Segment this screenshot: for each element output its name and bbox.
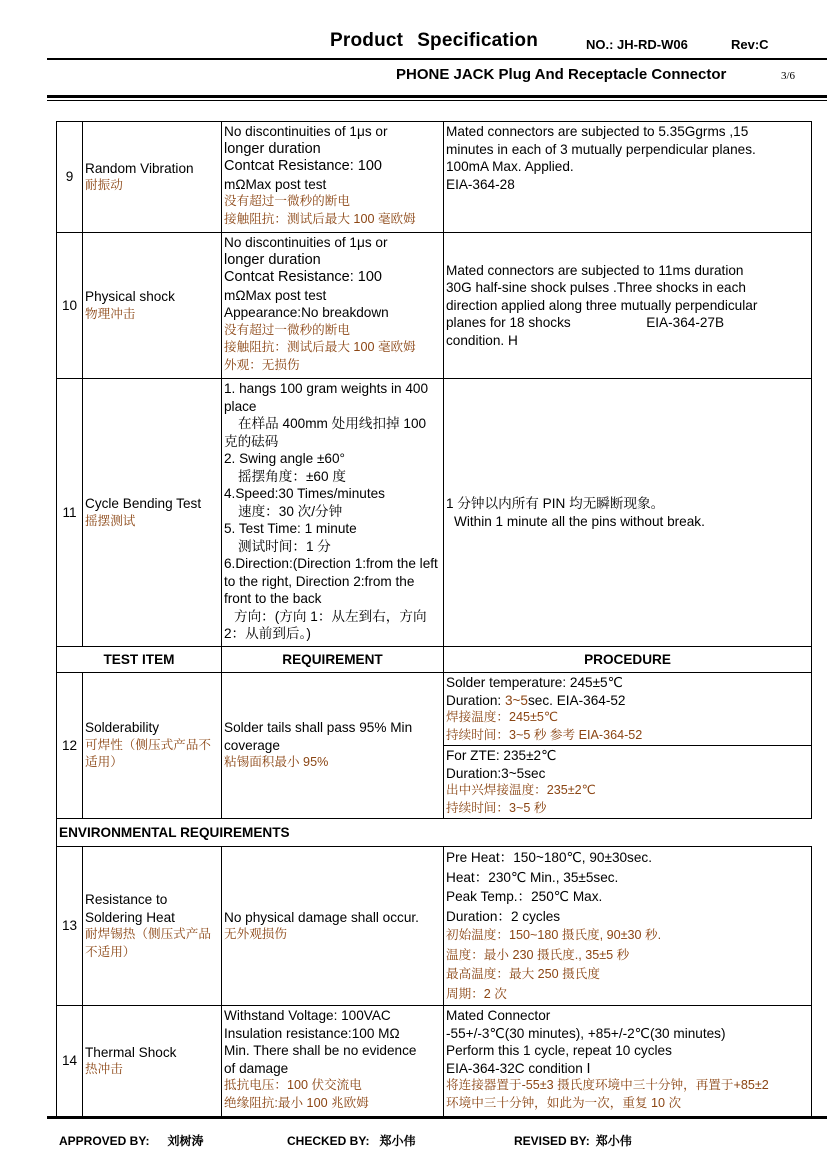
procedure-line-cn: 温度：最小 230 摄氏度., 35±5 秒: [446, 947, 630, 962]
approved-by: [59, 1132, 203, 1149]
test-item-name-cn: 摇摆测试: [85, 513, 136, 528]
requirement-line-cn: 绝缘阻抗:最小 100 兆欧姆: [224, 1095, 369, 1110]
procedure-line: Solder temperature: 245±5℃: [446, 675, 623, 690]
test-item-name: Solderability: [85, 720, 160, 736]
approved-label: APPROVED BY:: [59, 1134, 150, 1148]
procedure-line: EIA-364-32C condition Ⅰ: [446, 1060, 591, 1076]
procedure-line-cn: 焊接温度：245±5℃: [446, 710, 559, 724]
header-rule: [47, 58, 827, 60]
checked-label: CHECKED BY:: [287, 1134, 370, 1148]
procedure-line: Mated Connector: [446, 1008, 551, 1023]
title-word-product: Product: [330, 30, 404, 51]
procedure-line: -55+/-3℃(30 minutes), +85+/-2℃(30 minutes): [446, 1025, 726, 1041]
test-item-cell: [83, 379, 222, 647]
header-rule-thick: [47, 95, 827, 98]
test-item-name-cn: 热冲击: [85, 1062, 123, 1076]
requirement-line-cn: 接触阻抗：测试后最大 100 毫欧姆: [224, 340, 416, 354]
requirement-line-cn: 速度：30 次/分钟: [238, 503, 343, 519]
page-number: 3/6: [781, 70, 796, 82]
procedure-line: EIA-364-28: [446, 176, 515, 192]
procedure-line-cn: 初始温度：150~180 摄氏度, 90±30 秒.: [446, 928, 662, 942]
row-number: 12: [57, 673, 83, 819]
procedure-line: For ZTE: 235±2℃: [446, 748, 557, 763]
table-header-row: [57, 647, 812, 673]
requirement-cell: [222, 673, 444, 819]
procedure-line: minutes in each of 3 mutually perpendicular planes.: [446, 141, 756, 157]
requirement-cell: [222, 847, 444, 1006]
approved-name: 刘树涛: [167, 1134, 204, 1148]
document-subtitle: PHONE JACK Plug And Receptacle Connector: [396, 66, 727, 83]
row-number: 13: [57, 847, 83, 1006]
requirement-line: Solder tails shall pass 95% Min coverage: [224, 720, 413, 753]
table-row: [57, 233, 812, 379]
requirement-line: No discontinuities of 1μs or: [224, 124, 388, 139]
requirement-line: of damage: [224, 1060, 289, 1076]
revised-label: REVISED BY:: [514, 1134, 590, 1148]
requirement-line: Appearance:No breakdown: [224, 305, 389, 320]
duration-label: Duration:: [446, 692, 505, 708]
column-header-test-item: TEST ITEM: [57, 647, 222, 673]
procedure-cell: [444, 1006, 812, 1117]
table-row: [57, 122, 812, 233]
procedure-line-cn: 将连接器置于-55±3 摄氏度环境中三十分钟，再置于+85±2: [446, 1078, 769, 1092]
row-number: 10: [57, 233, 83, 379]
revised-by: [514, 1132, 632, 1149]
test-item-name: Thermal Shock: [85, 1044, 177, 1060]
test-item-cell: [83, 1006, 222, 1117]
procedure-line-cn: 持续时间：3~5 秒 参考 EIA-364-52: [446, 727, 643, 742]
duration-value: 3~5: [504, 692, 528, 708]
test-item-name: Random Vibration: [85, 160, 194, 176]
column-header-requirement: REQUIREMENT: [222, 647, 444, 673]
requirement-line: Min. There shall be no evidence: [224, 1043, 417, 1058]
requirement-cell: [222, 233, 444, 379]
procedure-line: Mated connectors are subjected to 5.35Ggrms ,15: [446, 124, 749, 139]
test-item-name-cn: 物理冲击: [85, 306, 136, 321]
procedure-line: Duration:3~5sec: [446, 765, 546, 781]
requirement-line: 6.Direction:(Direction 1:from the left to the right, Direction 2:from the front to the back: [224, 556, 438, 606]
test-item-name-cn: 耐焊锡热（侧压式产品不适用）: [85, 927, 211, 959]
procedure-line-cn: 持续时间：3~5 秒: [446, 800, 547, 815]
requirement-cell: [222, 1006, 444, 1117]
requirement-line-cn: 无外观损伤: [224, 927, 287, 941]
procedure-line: planes for 18 shocks EIA-364-27B: [446, 315, 725, 331]
requirement-line: mΩMax post test: [224, 176, 327, 192]
row-number: 11: [57, 379, 83, 647]
requirement-line: longer duration: [224, 140, 321, 157]
row-number: 14: [57, 1006, 83, 1117]
header-rule-thin: [47, 100, 827, 101]
procedure-line-cn: 1 分钟以内所有 PIN 均无瞬断现象。: [446, 496, 665, 511]
procedure-line: Perform this 1 cycle, repeat 10 cycles: [446, 1043, 672, 1058]
requirement-line-cn: 测试时间：1 分: [238, 538, 331, 554]
row-number: 9: [57, 122, 83, 233]
requirement-line: No physical damage shall occur.: [224, 909, 419, 925]
requirement-line: 5. Test Time: 1 minute: [224, 521, 357, 536]
section-title: ENVIRONMENTAL REQUIREMENTS: [57, 819, 812, 847]
requirement-line-cn: 外观：无损伤: [224, 357, 300, 372]
table-row: [57, 1006, 812, 1117]
test-item-name: Physical shock: [85, 289, 175, 304]
procedure-line: Pre Heat：150~180℃, 90±30sec.: [446, 850, 652, 865]
column-header-procedure: PROCEDURE: [444, 647, 812, 673]
requirement-line-cn: 抵抗电压：100 伏交流电: [224, 1078, 362, 1092]
footer-rule: [47, 1116, 827, 1119]
revised-name: 郑小伟: [595, 1134, 632, 1148]
requirement-cell: [222, 122, 444, 233]
procedure-line: direction applied along three mutually perpendicular: [446, 297, 758, 313]
table-row: [57, 379, 812, 647]
procedure-line-cn: 出中兴焊接温度：235±2℃: [446, 783, 596, 797]
requirement-line: 2. Swing angle ±60°: [224, 451, 345, 466]
requirement-line-cn: 在样品 400mm 处用线扣掉 100 克的砝码: [224, 416, 427, 449]
procedure-cell: [444, 673, 812, 746]
requirement-line: 1. hangs 100 gram weights in 400 place: [224, 381, 429, 414]
title-word-specification: Specification: [417, 30, 539, 51]
checked-name: 郑小伟: [379, 1134, 416, 1148]
requirement-line-cn: 摇摆角度：±60 度: [238, 468, 346, 484]
procedure-line: 30G half-sine shock pulses .Three shocks in each: [446, 280, 746, 296]
spec-table: [56, 121, 812, 1117]
test-item-name-cn: 可焊性（侧压式产品不适用）: [85, 737, 211, 770]
procedure-line: Duration：2 cycles: [446, 908, 561, 924]
procedure-line: condition. H: [446, 332, 518, 348]
test-item-cell: [83, 233, 222, 379]
requirement-line-cn: 没有超过一微秒的断电: [224, 322, 350, 337]
test-item-cell: [83, 847, 222, 1006]
procedure-line: 100mA Max. Applied.: [446, 159, 574, 174]
procedure-cell: [444, 847, 812, 1006]
procedure-line-cn: 环境中三十分钟，如此为一次，重复 10 次: [446, 1095, 682, 1110]
requirement-line: Contcat Resistance: 100: [224, 269, 382, 285]
table-row: [57, 847, 812, 1006]
requirement-line: longer duration: [224, 251, 321, 268]
revision: Rev:C: [731, 37, 769, 52]
procedure-cell: [444, 122, 812, 233]
test-item-name: Cycle Bending Test: [85, 496, 202, 511]
requirement-line-cn: 粘锡面积最小 95%: [224, 755, 329, 770]
procedure-line: Peak Temp.：250℃ Max.: [446, 889, 603, 904]
test-item-name-cn: 耐振动: [85, 178, 123, 192]
procedure-cell: [444, 379, 812, 647]
procedure-line: Heat：230℃ Min., 35±5sec.: [446, 869, 619, 885]
requirement-cell: [222, 379, 444, 647]
duration-rest: sec. EIA-364-52: [528, 692, 626, 708]
procedure-line: Within 1 minute all the pins without break.: [454, 513, 705, 529]
test-item-cell: [83, 122, 222, 233]
procedure-line: Mated connectors are subjected to 11ms duration: [446, 262, 744, 278]
requirement-line: Withstand Voltage: 100VAC: [224, 1008, 391, 1023]
procedure-line-cn: 周期：2 次: [446, 986, 507, 1001]
requirement-line: Insulation resistance:100 MΩ: [224, 1025, 400, 1041]
requirement-line-cn: 接触阻抗：测试后最大 100 毫欧姆: [224, 211, 416, 226]
requirement-line: Contcat Resistance: 100: [224, 158, 382, 174]
document-title: [330, 30, 538, 52]
test-item-name: Resistance to Soldering Heat: [85, 892, 175, 925]
requirement-line: mΩMax post test: [224, 287, 327, 303]
procedure-line-cn: 最高温度：最大 250 摄氏度: [446, 967, 600, 981]
table-row: [57, 673, 812, 746]
requirement-line-cn: 没有超过一微秒的断电: [224, 194, 350, 208]
requirement-line-cn: 方向：(方向 1：从左到右，方向 2：从前到后。): [224, 608, 427, 641]
test-item-cell: [83, 673, 222, 819]
checked-by: [287, 1132, 415, 1149]
procedure-line: [446, 692, 809, 710]
section-header-row: [57, 819, 812, 847]
document-number: NO.: JH-RD-W06: [586, 37, 688, 52]
requirement-line: 4.Speed:30 Times/minutes: [224, 486, 385, 501]
procedure-cell: [444, 746, 812, 819]
procedure-cell: [444, 233, 812, 379]
requirement-line: No discontinuities of 1μs or: [224, 235, 388, 250]
